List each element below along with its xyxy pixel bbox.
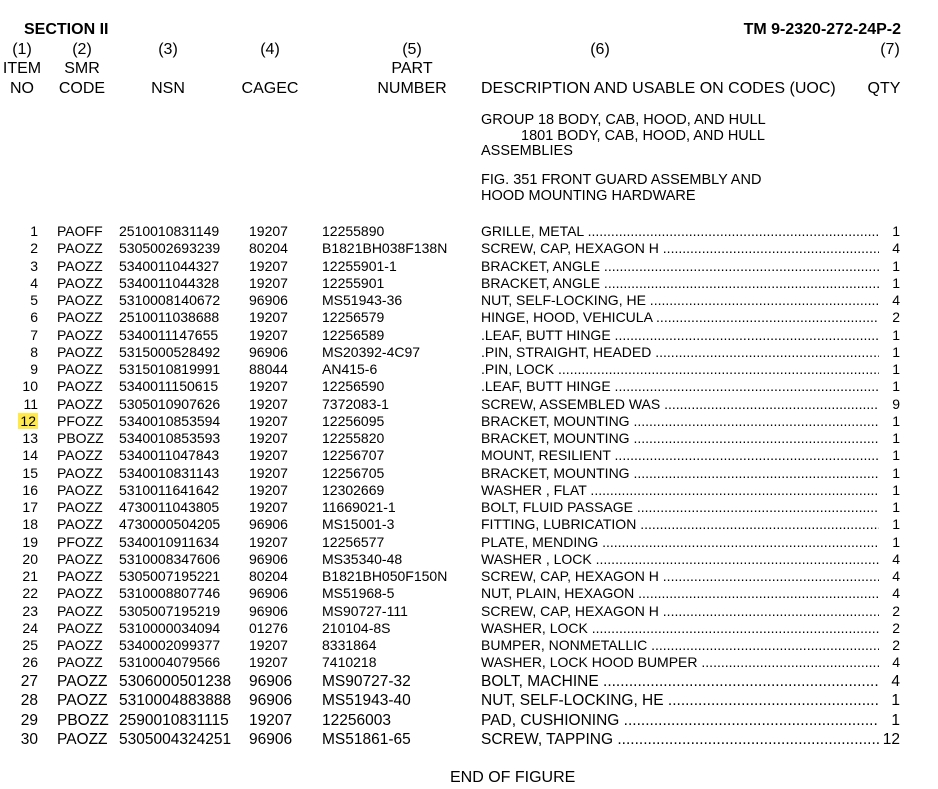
col-num-qty: (7) [880, 41, 900, 58]
cell-pn: 12256707 [322, 447, 385, 464]
cell-qty: 1 [892, 223, 900, 239]
cell-desc: BRACKET, MOUNTING ..... [481, 413, 879, 429]
cell-desc: .LEAF, BUTT HINGE ..... [481, 327, 879, 343]
highlight-marker: 12 [20, 412, 36, 429]
cell-nsn: 5340011044328 [119, 274, 220, 291]
cell-nsn: 5315000528492 [119, 343, 221, 360]
cell-cage: 19207 [249, 637, 288, 653]
cell-qty: 1 [892, 499, 900, 515]
cell-item: 15 [22, 464, 38, 481]
group-line-2: 1801 BODY, CAB, HOOD, AND HULL [521, 127, 765, 144]
cell-cage: 19207 [249, 712, 293, 729]
cell-cage: 96906 [249, 343, 288, 360]
cell-qty: 2 [892, 309, 900, 326]
cell-cage: 19207 [249, 309, 288, 326]
cell-qty: 2 [892, 602, 900, 619]
cell-desc: BRACKET, ANGLE ..... [481, 275, 879, 291]
cell-pn: 11669021-1 [322, 499, 396, 515]
cell-item: 11 [23, 395, 38, 412]
cell-smr: PAOZZ [57, 481, 103, 498]
cell-desc: WASHER , LOCK ..... [481, 551, 879, 567]
cell-item: 4 [30, 274, 38, 291]
cell-pn: MS90727-111 [322, 602, 408, 619]
col-label-cagec: CAGEC [241, 80, 299, 97]
cell-pn: 12256589 [322, 326, 385, 343]
cell-pn: 12256003 [322, 712, 391, 729]
cell-item: 17 [22, 499, 38, 515]
cell-cage: 88044 [249, 361, 288, 377]
cell-nsn: 5340010853593 [119, 430, 221, 446]
cell-nsn: 2510010831149 [119, 223, 220, 239]
cell-item: 8 [30, 343, 38, 360]
cell-desc: BOLT, FLUID PASSAGE ..... [481, 499, 879, 515]
cell-cage: 19207 [249, 481, 288, 498]
cell-qty: 1 [892, 343, 900, 360]
col-label-qty: QTY [867, 80, 901, 97]
cell-pn: 12255890 [322, 223, 385, 239]
cell-qty: 1 [892, 464, 900, 481]
cell-cage: 19207 [249, 395, 288, 412]
cell-smr: PAOZZ [57, 602, 103, 619]
cell-qty: 1 [892, 481, 900, 498]
cell-item: 3 [30, 257, 38, 274]
cell-smr: PBOZZ [57, 712, 109, 729]
cell-desc: NUT, SELF-LOCKING, HE ..... [481, 292, 879, 308]
cell-cage: 19207 [249, 223, 288, 239]
col-label-item: ITEM [2, 60, 42, 77]
cell-smr: PAOZZ [57, 619, 103, 636]
cell-nsn: 4730011043805 [119, 499, 220, 515]
cell-qty: 1 [892, 378, 900, 395]
cell-cage: 19207 [249, 274, 288, 291]
cell-desc: SCREW, CAP, HEXAGON H ..... [481, 240, 879, 256]
cell-desc: GRILLE, METAL ..... [481, 223, 879, 239]
cell-qty: 4 [892, 240, 900, 257]
cell-smr: PAOZZ [57, 240, 103, 257]
col-num-nsn: (3) [158, 41, 178, 58]
cell-pn: MS90727-32 [322, 673, 411, 690]
cell-cage: 19207 [249, 430, 288, 446]
cell-cage: 96906 [249, 516, 288, 533]
cell-pn: MS51943-40 [322, 692, 411, 709]
cell-desc: BOLT, MACHINE ..... [481, 673, 879, 691]
cell-smr: PAOZZ [57, 309, 103, 326]
col-label-smr: SMR [64, 60, 100, 77]
cell-item: 21 [22, 568, 38, 584]
cell-qty: 1 [892, 533, 900, 550]
cell-item: 22 [22, 585, 38, 602]
cell-nsn: 2510011038688 [119, 309, 220, 326]
figure-title [481, 173, 761, 204]
cell-desc: .PIN, STRAIGHT, HEADED ..... [481, 344, 879, 360]
cell-smr: PAOZZ [57, 447, 103, 464]
cell-pn: MS51968-5 [322, 585, 395, 602]
cell-item: 13 [22, 430, 38, 446]
cell-qty: 1 [892, 447, 900, 464]
cell-cage: 96906 [249, 692, 293, 709]
cell-desc: PLATE, MENDING ..... [481, 534, 879, 550]
cell-cage: 01276 [249, 619, 288, 636]
cell-nsn: 5340010853594 [119, 412, 221, 429]
cell-desc: SCREW, TAPPING ..... [481, 731, 879, 749]
col-num-item: (1) [12, 41, 32, 58]
cell-nsn: 5340011047843 [119, 447, 220, 464]
cell-cage: 19207 [249, 412, 288, 429]
cell-cage: 80204 [249, 240, 288, 257]
cell-smr: PAOZZ [57, 361, 103, 377]
cell-item: 25 [22, 637, 38, 653]
cell-qty: 2 [892, 637, 900, 653]
cell-item: 29 [20, 712, 38, 729]
cell-desc: MOUNT, RESILIENT ..... [481, 447, 879, 463]
cell-pn: MS15001-3 [322, 516, 395, 533]
cell-nsn: 5340011150615 [119, 378, 219, 395]
cell-nsn: 5340011044327 [119, 257, 220, 274]
cell-pn: 8331864 [322, 637, 377, 653]
cell-pn: 12256577 [322, 533, 385, 550]
cell-desc: BRACKET, ANGLE ..... [481, 258, 879, 274]
cell-qty: 12 [882, 731, 900, 748]
cell-qty: 1 [892, 516, 900, 533]
cell-smr: PAOZZ [57, 568, 103, 584]
cell-pn: MS35340-48 [322, 550, 403, 567]
cell-cage: 19207 [249, 378, 288, 395]
cell-nsn: 5306000501238 [119, 673, 232, 690]
cell-nsn: 5340010831143 [119, 464, 220, 481]
cell-cage: 96906 [249, 550, 288, 567]
cell-qty: 1 [892, 257, 900, 274]
col-num-desc: (6) [590, 41, 610, 58]
cell-nsn: 5340010911634 [119, 533, 220, 550]
cell-pn: 12255901 [322, 274, 385, 291]
cell-item: 30 [20, 731, 38, 748]
cell-item: 16 [22, 481, 38, 498]
col-label-desc: DESCRIPTION AND USABLE ON CODES (UOC) [481, 80, 836, 97]
cell-nsn: 5310008347606 [119, 550, 221, 567]
cell-nsn: 5310008140672 [119, 292, 221, 308]
cell-smr: PAOZZ [57, 516, 103, 533]
cell-nsn: 2590010831115 [119, 712, 229, 729]
cell-smr: PAOZZ [57, 292, 103, 308]
cell-desc: WASHER , FLAT ..... [481, 482, 879, 498]
cell-smr: PFOZZ [57, 533, 103, 550]
cell-cage: 96906 [249, 292, 288, 308]
cell-nsn: 5305004324251 [119, 731, 232, 748]
cell-nsn: 5340002099377 [119, 637, 221, 653]
cell-item: 24 [22, 619, 38, 636]
cell-desc: SCREW, CAP, HEXAGON H ..... [481, 568, 879, 584]
cell-desc: BRACKET, MOUNTING ..... [481, 430, 879, 446]
cell-qty: 1 [892, 361, 900, 377]
figure-line-1: FIG. 351 FRONT GUARD ASSEMBLY AND [481, 172, 762, 188]
cell-item: 6 [30, 309, 38, 326]
cell-qty: 1 [892, 430, 900, 446]
cell-pn: B1821BH038F138N [322, 240, 448, 257]
cell-pn: 210104-8S [322, 619, 391, 636]
cell-smr: PAOZZ [57, 395, 103, 412]
end-of-figure: END OF FIGURE [450, 769, 576, 786]
cell-desc: FITTING, LUBRICATION ..... [481, 516, 879, 532]
cell-smr: PAOZZ [57, 550, 103, 567]
cell-qty: 4 [892, 568, 900, 584]
cell-item: 7 [30, 326, 38, 343]
figure-line-2: HOOD MOUNTING HARDWARE [481, 187, 696, 204]
cell-smr: PAOZZ [57, 378, 103, 395]
cell-smr: PAOZZ [57, 499, 103, 515]
cell-qty: 4 [891, 673, 900, 690]
cell-desc: WASHER, LOCK HOOD BUMPER ..... [481, 654, 879, 670]
cell-smr: PAOZZ [57, 326, 103, 343]
cell-smr: PAOZZ [57, 654, 103, 671]
cell-cage: 96906 [249, 731, 293, 748]
cell-pn: 12256579 [322, 309, 385, 326]
cell-smr: PAOZZ [57, 673, 108, 690]
cell-item: 27 [20, 673, 38, 690]
cell-pn: 12256705 [322, 464, 385, 481]
cell-item: 23 [22, 602, 38, 619]
cell-smr: PAOZZ [57, 731, 108, 748]
cell-qty: 4 [892, 585, 900, 602]
cell-cage: 19207 [249, 326, 288, 343]
cell-item: 5 [30, 292, 38, 308]
cell-cage: 19207 [249, 533, 288, 550]
cell-nsn: 5305010907626 [119, 395, 221, 412]
cell-qty: 1 [891, 712, 900, 729]
cell-qty: 4 [892, 654, 900, 671]
cell-desc: .PIN, LOCK ..... [481, 361, 879, 377]
section-title: SECTION II [24, 21, 109, 38]
cell-item [0, 413, 38, 429]
cell-cage: 96906 [249, 673, 293, 690]
cell-desc: BUMPER, NONMETALLIC ..... [481, 637, 879, 653]
cell-desc: SCREW, CAP, HEXAGON H ..... [481, 603, 879, 619]
cell-cage: 19207 [249, 447, 288, 464]
cell-qty: 1 [892, 274, 900, 291]
cell-qty: 1 [892, 326, 900, 343]
cell-cage: 96906 [249, 585, 288, 602]
cell-item: 20 [22, 550, 38, 567]
cell-pn: MS20392-4C97 [322, 343, 421, 360]
cell-smr: PAOZZ [57, 343, 103, 360]
cell-desc: WASHER, LOCK ..... [481, 620, 879, 636]
cell-smr: PFOZZ [57, 412, 103, 429]
cell-desc: NUT, SELF-LOCKING, HE ..... [481, 692, 879, 710]
cell-nsn: 5305007195221 [119, 568, 221, 584]
cell-nsn: 5340011147655 [119, 326, 219, 343]
cell-cage: 19207 [249, 464, 288, 481]
col-label-part: PART [391, 60, 433, 77]
cell-pn: 12255820 [322, 430, 385, 446]
cell-smr: PAOZZ [57, 692, 108, 709]
col-label-code: CODE [58, 80, 106, 97]
cell-item: 1 [30, 223, 38, 239]
col-label-number: NUMBER [377, 80, 447, 97]
cell-smr: PAOZZ [57, 637, 103, 653]
cell-nsn: 5310008807746 [119, 585, 221, 602]
cell-item: 18 [22, 516, 38, 533]
col-label-item-no: NO [10, 80, 34, 97]
cell-item: 2 [30, 240, 38, 257]
cell-item: 19 [22, 533, 38, 550]
cell-item: 26 [22, 654, 38, 671]
cell-qty: 2 [892, 619, 900, 636]
manual-number: TM 9-2320-272-24P-2 [743, 21, 901, 38]
cell-qty: 9 [892, 395, 900, 412]
cell-cage: 96906 [249, 602, 288, 619]
cell-smr: PAOZZ [57, 257, 103, 274]
cell-item: 10 [22, 378, 38, 395]
col-num-cagec: (4) [260, 41, 280, 58]
cell-item: 14 [22, 447, 38, 464]
cell-desc: SCREW, ASSEMBLED WAS ..... [481, 396, 879, 412]
cell-nsn: 5315010819991 [119, 361, 221, 377]
group-line-3: ASSEMBLIES [481, 143, 573, 159]
cell-nsn: 5310004079566 [119, 654, 221, 671]
cell-nsn: 5310004883888 [119, 692, 232, 709]
cell-nsn: 5310000034094 [119, 619, 221, 636]
cell-nsn: 4730000504205 [119, 516, 221, 533]
cell-nsn: 5305007195219 [119, 602, 221, 619]
cell-item: 28 [20, 692, 38, 709]
cell-pn: 7372083-1 [322, 395, 389, 412]
col-num-part: (5) [402, 41, 422, 58]
cell-smr: PAOFF [57, 223, 103, 239]
cell-pn: 12256095 [322, 412, 385, 429]
cell-pn: MS51943-36 [322, 292, 403, 308]
cell-qty: 1 [891, 692, 900, 709]
cell-desc: BRACKET, MOUNTING ..... [481, 465, 879, 481]
cell-smr: PBOZZ [57, 430, 104, 446]
cell-smr: PAOZZ [57, 464, 103, 481]
cell-pn: 12302669 [322, 481, 385, 498]
cell-pn: 12256590 [322, 378, 385, 395]
cell-desc: HINGE, HOOD, VEHICULA ..... [481, 309, 879, 325]
cell-qty: 4 [892, 292, 900, 308]
cell-nsn: 5305002693239 [119, 240, 221, 257]
cell-desc: .LEAF, BUTT HINGE ..... [481, 378, 879, 394]
cell-smr: PAOZZ [57, 274, 103, 291]
cell-pn: 7410218 [322, 654, 377, 671]
group-line-1: GROUP 18 BODY, CAB, HOOD, AND HULL [481, 112, 766, 128]
cell-desc: NUT, PLAIN, HEXAGON ..... [481, 585, 879, 601]
cell-desc: PAD, CUSHIONING ..... [481, 712, 879, 730]
col-label-nsn: NSN [151, 80, 185, 97]
cell-nsn: 5310011641642 [119, 481, 220, 498]
cell-pn: AN415-6 [322, 361, 378, 377]
cell-cage: 19207 [249, 257, 288, 274]
cell-pn: MS51861-65 [322, 731, 411, 748]
group-title [481, 113, 766, 160]
cell-qty: 4 [892, 550, 900, 567]
cell-cage: 19207 [249, 654, 288, 671]
cell-cage: 80204 [249, 568, 288, 584]
cell-pn: B1821BH050F150N [322, 568, 448, 584]
col-num-smr: (2) [72, 41, 92, 58]
cell-item: 9 [30, 361, 38, 377]
cell-qty: 1 [892, 412, 900, 429]
cell-smr: PAOZZ [57, 585, 103, 602]
cell-cage: 19207 [249, 499, 288, 515]
cell-pn: 12255901-1 [322, 257, 397, 274]
